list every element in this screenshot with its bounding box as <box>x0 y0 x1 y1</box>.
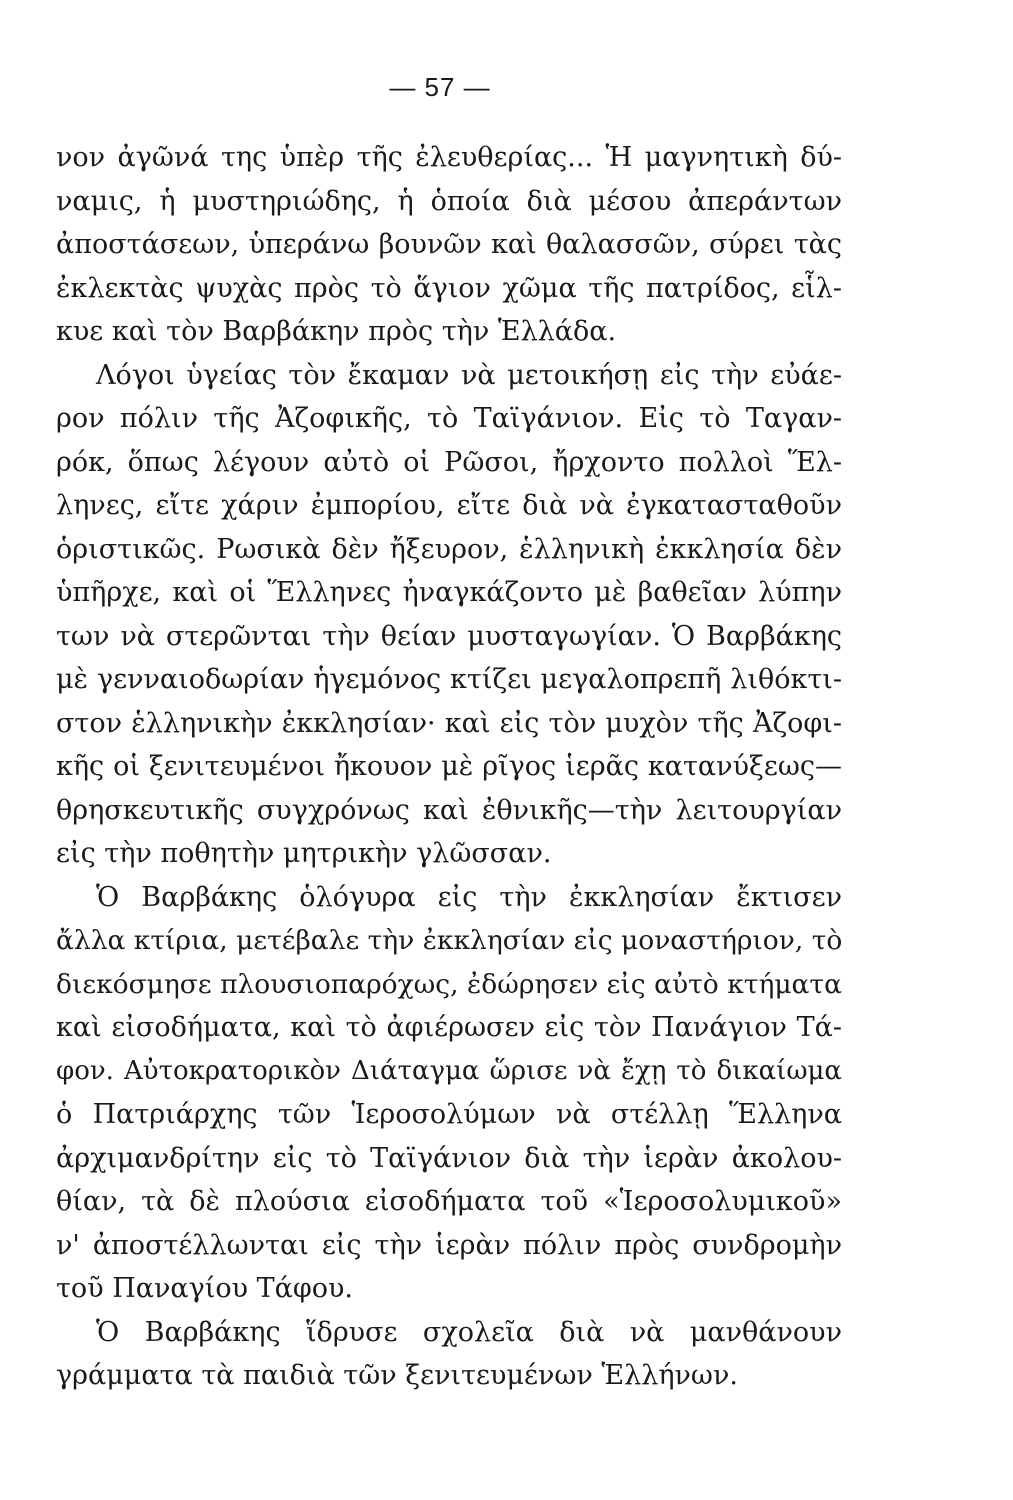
text-line: ἀρχιμανδρίτην εἰς τὸ Ταϊγάνιον διὰ τὴν ἱερὰν ἀκολου- <box>56 1142 842 1174</box>
text-line: διεκόσμησε πλουσιοπαρόχως, ἐδώρησεν εἰς αὐτὸ κτήματα <box>56 968 842 1000</box>
text-line: καὶ εἰσοδήματα, καὶ τὸ ἀφιέρωσεν εἰς τὸν Πανάγιον Τά- <box>56 1012 842 1043</box>
text-line: ληνες, εἴτε χάριν ἐμπορίου, εἴτε διὰ νὰ ἐγκατασταθοῦν <box>56 490 842 521</box>
text-line: ἀποστάσεων, ὑπεράνω βουνῶν καὶ θαλασσῶν, σύρει τὰς <box>56 229 842 260</box>
text-line: τοῦ Παναγίου Τάφου. <box>56 1273 353 1304</box>
text-line: μὲ γενναιοδωρίαν ἡγεμόνος κτίζει μεγαλοπρεπῆ λιθόκτι- <box>56 664 842 695</box>
text-line: θίαν, τὰ δὲ πλούσια εἰσοδήματα τοῦ «Ἱεροσολυμικοῦ» <box>56 1186 842 1217</box>
text-line: φον. Αὐτοκρατορικὸν Διάταγμα ὥρισε νὰ ἔχῃ τὸ δικαίωμα <box>56 1055 842 1086</box>
text-line: στον ἑλληνικὴν ἐκκλησίαν· καὶ εἰς τὸν μυχὸν τῆς Ἀζοφι- <box>56 707 842 739</box>
body-text <box>56 136 842 1398</box>
text-line: ναμις, ἡ μυστηριώδης, ἡ ὁποία διὰ μέσου ἀπεράντων <box>56 185 842 217</box>
text-line: ἄλλα κτίρια, μετέβαλε τὴν ἐκκλησίαν εἰς μοναστήριον, τὸ <box>56 925 843 956</box>
text-line: νον ἀγῶνά της ὑπὲρ τῆς ἐλευθερίας... Ἡ μαγνητικὴ δύ- <box>56 142 842 173</box>
text-line: Ὁ Βαρβάκης ἵδρυσε σχολεῖα διὰ νὰ μανθάνουν <box>96 1316 842 1348</box>
text-line: θρησκευτικῆς συγχρόνως καὶ ἐθνικῆς—τὴν λειτουργίαν <box>56 794 842 826</box>
text-line: κῆς οἱ ξενιτευμένοι ἤκουον μὲ ρῖγος ἱερᾶς κατανύξεως— <box>56 751 842 782</box>
text-line: εἰς τὴν ποθητὴν μητρικὴν γλῶσσαν. <box>56 838 552 869</box>
text-line: ἐκλεκτὰς ψυχὰς πρὸς τὸ ἅγιον χῶμα τῆς πατρίδος, εἷλ- <box>56 272 842 304</box>
text-line: ὁριστικῶς. Ρωσικὰ δὲν ἤξευρον, ἑλληνικὴ ἐκκλησία δὲν <box>56 533 842 565</box>
text-line: ὁ Πατριάρχης τῶν Ἱεροσολύμων νὰ στέλλῃ Ἕλληνα <box>56 1099 842 1130</box>
page-number: — 57 — <box>389 72 491 102</box>
text-line: Λόγοι ὑγείας τὸν ἔκαμαν νὰ μετοικήσῃ εἰς τὴν εὐάε- <box>96 359 842 391</box>
text-line: ν' ἀποστέλλωνται εἰς τὴν ἱερὰν πόλιν πρὸς συνδρομὴν <box>56 1229 842 1261</box>
text-line: των νὰ στερῶνται τὴν θείαν μυσταγωγίαν. Ὁ Βαρβάκης <box>56 620 842 652</box>
text-line: ρόκ, ὅπως λέγουν αὐτὸ οἱ Ρῶσοι, ἤρχοντο πολλοὶ Ἕλ- <box>56 446 842 478</box>
text-line: ρον πόλιν τῆς Ἀζοφικῆς, τὸ Ταϊγάνιον. Εἰς τὸ Ταγαν- <box>56 403 842 434</box>
text-line: κυε καὶ τὸν Βαρβάκην πρὸς τὴν Ἑλλάδα. <box>56 316 617 347</box>
text-line: γράμματα τὰ παιδιὰ τῶν ξενιτευμένων Ἑλλήνων. <box>56 1360 738 1391</box>
text-line: Ὁ Βαρβάκης ὁλόγυρα εἰς τὴν ἐκκλησίαν ἔκτισεν <box>96 881 842 913</box>
text-line: ὑπῆρχε, καὶ οἱ Ἕλληνες ἠναγκάζοντο μὲ βαθεῖαν λύπην <box>56 577 842 608</box>
